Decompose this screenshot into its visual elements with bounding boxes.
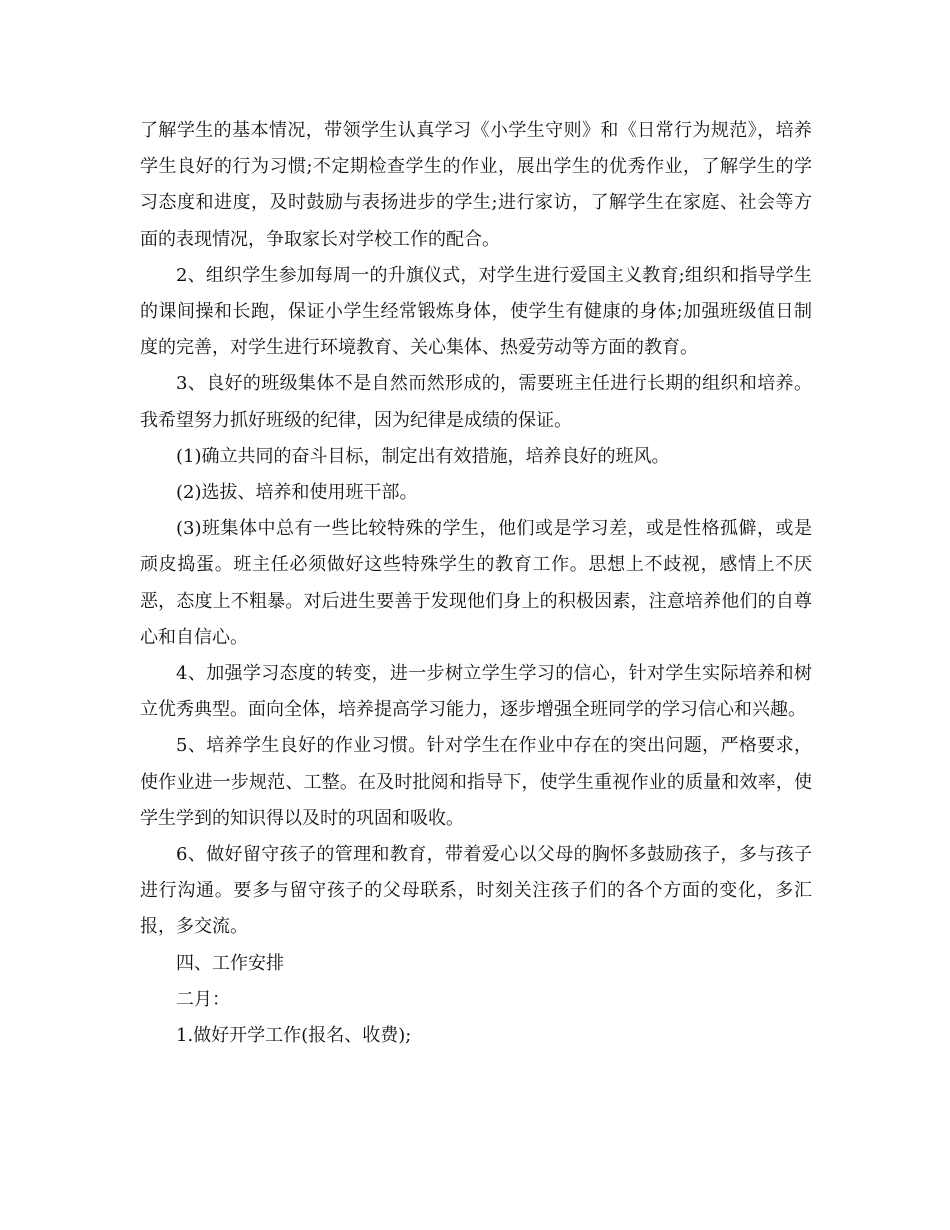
schedule-item-1: 1.做好开学工作(报名、收费); xyxy=(176,1025,412,1047)
paragraph-subitem-1: (1)确立共同的奋斗目标，制定出有效措施，培养良好的班风。 xyxy=(176,445,670,467)
paragraph-student-conduct: 了解学生的基本情况，带领学生认真学习《小学生守则》和《日常行为规范》，培养学生良好的行为习惯;不定期检查学生的作业，展出学生的优秀作业，了解学生的学习态度和进度，及时鼓励与表扬进步的学生;进行家访，了解学生在家庭、社会等方面的表现情况，争取家长对学校工作的配合。 xyxy=(140,120,812,250)
paragraph-item-3: 3、良好的班级集体不是自然而然形成的，需要班主任进行长期的组织和培养。我希望努力抓好班级的纪律，因为纪律是成绩的保证。 xyxy=(140,373,812,431)
section-heading-work-schedule: 四、工作安排 xyxy=(176,952,284,974)
paragraph-item-2: 2、组织学生参加每周一的升旗仪式，对学生进行爱国主义教育;组织和指导学生的课间操和长跑，保证小学生经常锻炼身体，使学生有健康的身体;加强班级值日制度的完善，对学生进行环境教育、关心集体、热爱劳动等方面的教育。 xyxy=(140,264,812,359)
paragraph-item-5: 5、培养学生良好的作业习惯。针对学生在作业中存在的突出问题，严格要求，使作业进一步规范、工整。在及时批阅和指导下，使学生重视作业的质量和效率，使学生学到的知识得以及时的巩固和吸收。 xyxy=(140,735,812,829)
month-heading-february: 二月： xyxy=(176,988,230,1010)
document-body xyxy=(140,113,812,1054)
paragraph-item-4: 4、加强学习态度的转变，进一步树立学生学习的信心，针对学生实际培养和树立优秀典型。面向全体，培养提高学习能力，逐步增强全班同学的学习信心和兴趣。 xyxy=(140,663,812,721)
paragraph-subitem-2: (2)选拔、培养和使用班干部。 xyxy=(176,482,418,504)
paragraph-item-6: 6、做好留守孩子的管理和教育，带着爱心以父母的胸怀多鼓励孩子，多与孩子进行沟通。要多与留守孩子的父母联系，时刻关注孩子们的各个方面的变化，多汇报，多交流。 xyxy=(140,844,812,938)
paragraph-subitem-3: (3)班集体中总有一些比较特殊的学生，他们或是学习差，或是性格孤僻，或是顽皮捣蛋。班主任必须做好这些特殊学生的教育工作。思想上不歧视，感情上不厌恶，态度上不粗暴。对后进生要善于发现他们身上的积极因素，注意培养他们的自尊心和自信心。 xyxy=(140,518,812,648)
